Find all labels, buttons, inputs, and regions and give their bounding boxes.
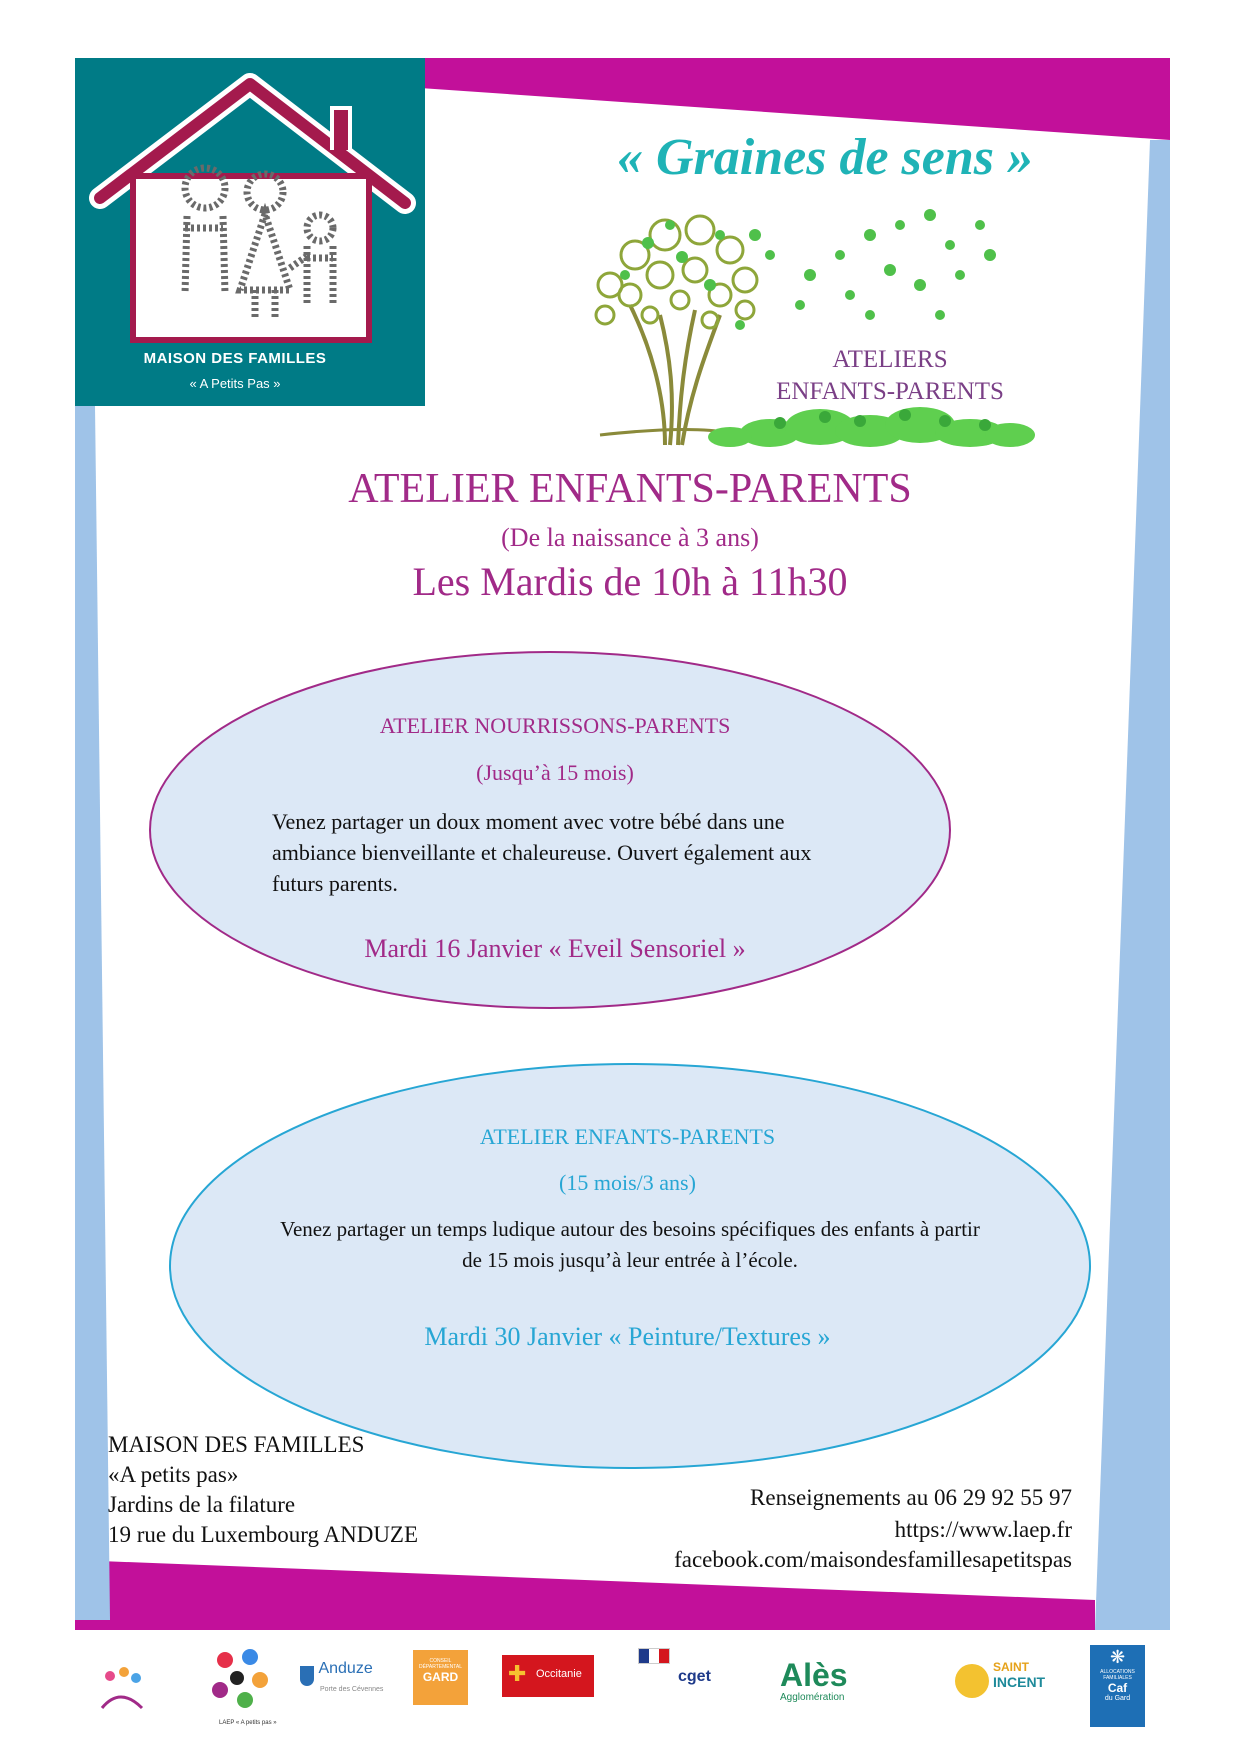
address-line-1: MAISON DES FAMILLES — [108, 1432, 365, 1457]
caf-line2: FAMILIALES — [1103, 1675, 1132, 1681]
saint-vincent-ball-icon — [955, 1664, 989, 1698]
ateliers-tag-line1: ATELIERS — [832, 346, 948, 373]
partner-anduze-logo — [300, 1660, 390, 1710]
partner-cget-logo — [638, 1648, 713, 1718]
workshop-1-date: Mardi 16 Janvier « Eveil Sensoriel » — [364, 934, 746, 963]
phone-info: Renseignements au 06 29 92 55 97 — [750, 1485, 1072, 1510]
workshop-1-description: Venez partager un doux moment avec votre bébé dans une ambiance bienveillante et chaleureuse. Ouvert également aux futurs parents. — [272, 809, 812, 896]
laep-puzzle-icon — [205, 1645, 275, 1715]
schedule: Les Mardis de 10h à 11h30 — [412, 559, 848, 604]
caf-line1: ALLOCATIONS — [1100, 1669, 1135, 1675]
ales-sub: Agglomération — [780, 1692, 845, 1703]
anduze-shield-icon — [300, 1666, 314, 1686]
gard-top: CONSEIL DÉPARTEMENTAL — [418, 1658, 463, 1670]
logo-label: MAISON DES FAMILLES — [143, 350, 327, 367]
workshop-1-age: (Jusqu’à 15 mois) — [476, 760, 634, 785]
anduze-sub: Porte des Cévennes — [320, 1686, 384, 1693]
caf-line3: Caf — [1107, 1681, 1128, 1695]
facebook-link[interactable]: facebook.com/maisondesfamillesapetitspas — [674, 1547, 1072, 1572]
partner-caf-logo — [1090, 1645, 1145, 1727]
graines-de-sens-title: « Graines de sens » — [616, 129, 1034, 186]
saint-vincent-line2: INCENT — [993, 1674, 1046, 1690]
gard-label: GARD — [422, 1670, 459, 1684]
republique-flag-icon — [638, 1648, 670, 1664]
angeline-figures-icon — [80, 1658, 160, 1718]
workshop-2-date: Mardi 30 Janvier « Peinture/Textures » — [424, 1322, 831, 1351]
address-line-3: Jardins de la filature — [108, 1492, 296, 1517]
age-range: (De la naissance à 3 ans) — [501, 523, 759, 552]
occitanie-cross-icon: ✚ — [508, 1661, 527, 1686]
saint-vincent-line1: SAINT — [993, 1660, 1029, 1674]
laep-caption: LAEP « A petits pas » — [219, 1720, 277, 1726]
occitanie-label: Occitanie — [536, 1668, 582, 1680]
workshop-2-age: (15 mois/3 ans) — [559, 1170, 696, 1195]
partner-ales-logo — [780, 1658, 890, 1718]
main-title: ATELIER ENFANTS-PARENTS — [348, 466, 912, 512]
address-line-4: 19 rue du Luxembourg ANDUZE — [108, 1522, 419, 1547]
caf-emblem-icon: ❋ — [1109, 1647, 1126, 1667]
workshop-1-title: ATELIER NOURRISSONS-PARENTS — [379, 713, 731, 738]
anduze-label: Anduze — [318, 1660, 373, 1677]
caf-line4: du Gard — [1104, 1695, 1131, 1702]
address-line-2: «A petits pas» — [108, 1462, 239, 1487]
partner-angeline-cavalie-logo — [80, 1658, 160, 1718]
ateliers-tag-line2: ENFANTS-PARENTS — [776, 378, 1004, 405]
partner-occitanie-logo — [502, 1655, 594, 1697]
website-link[interactable]: https://www.laep.fr — [894, 1517, 1072, 1542]
ales-label: Alès — [780, 1657, 848, 1693]
cget-label: cget — [678, 1668, 711, 1685]
partner-laep-logo — [205, 1645, 285, 1735]
workshop-2-title: ATELIER ENFANTS-PARENTS — [479, 1124, 776, 1149]
tree-illustration — [570, 195, 1070, 460]
partner-saint-vincent-logo — [955, 1658, 1065, 1708]
partner-gard-logo — [413, 1650, 468, 1705]
workshop-2-description: Venez partager un temps ludique autour des besoins spécifiques des enfants à partir de 15 mois jusqu’à leur entrée à l’école. — [280, 1217, 980, 1272]
house-family-icon — [75, 58, 425, 348]
logo-subtitle: « A Petits Pas » — [189, 376, 281, 391]
